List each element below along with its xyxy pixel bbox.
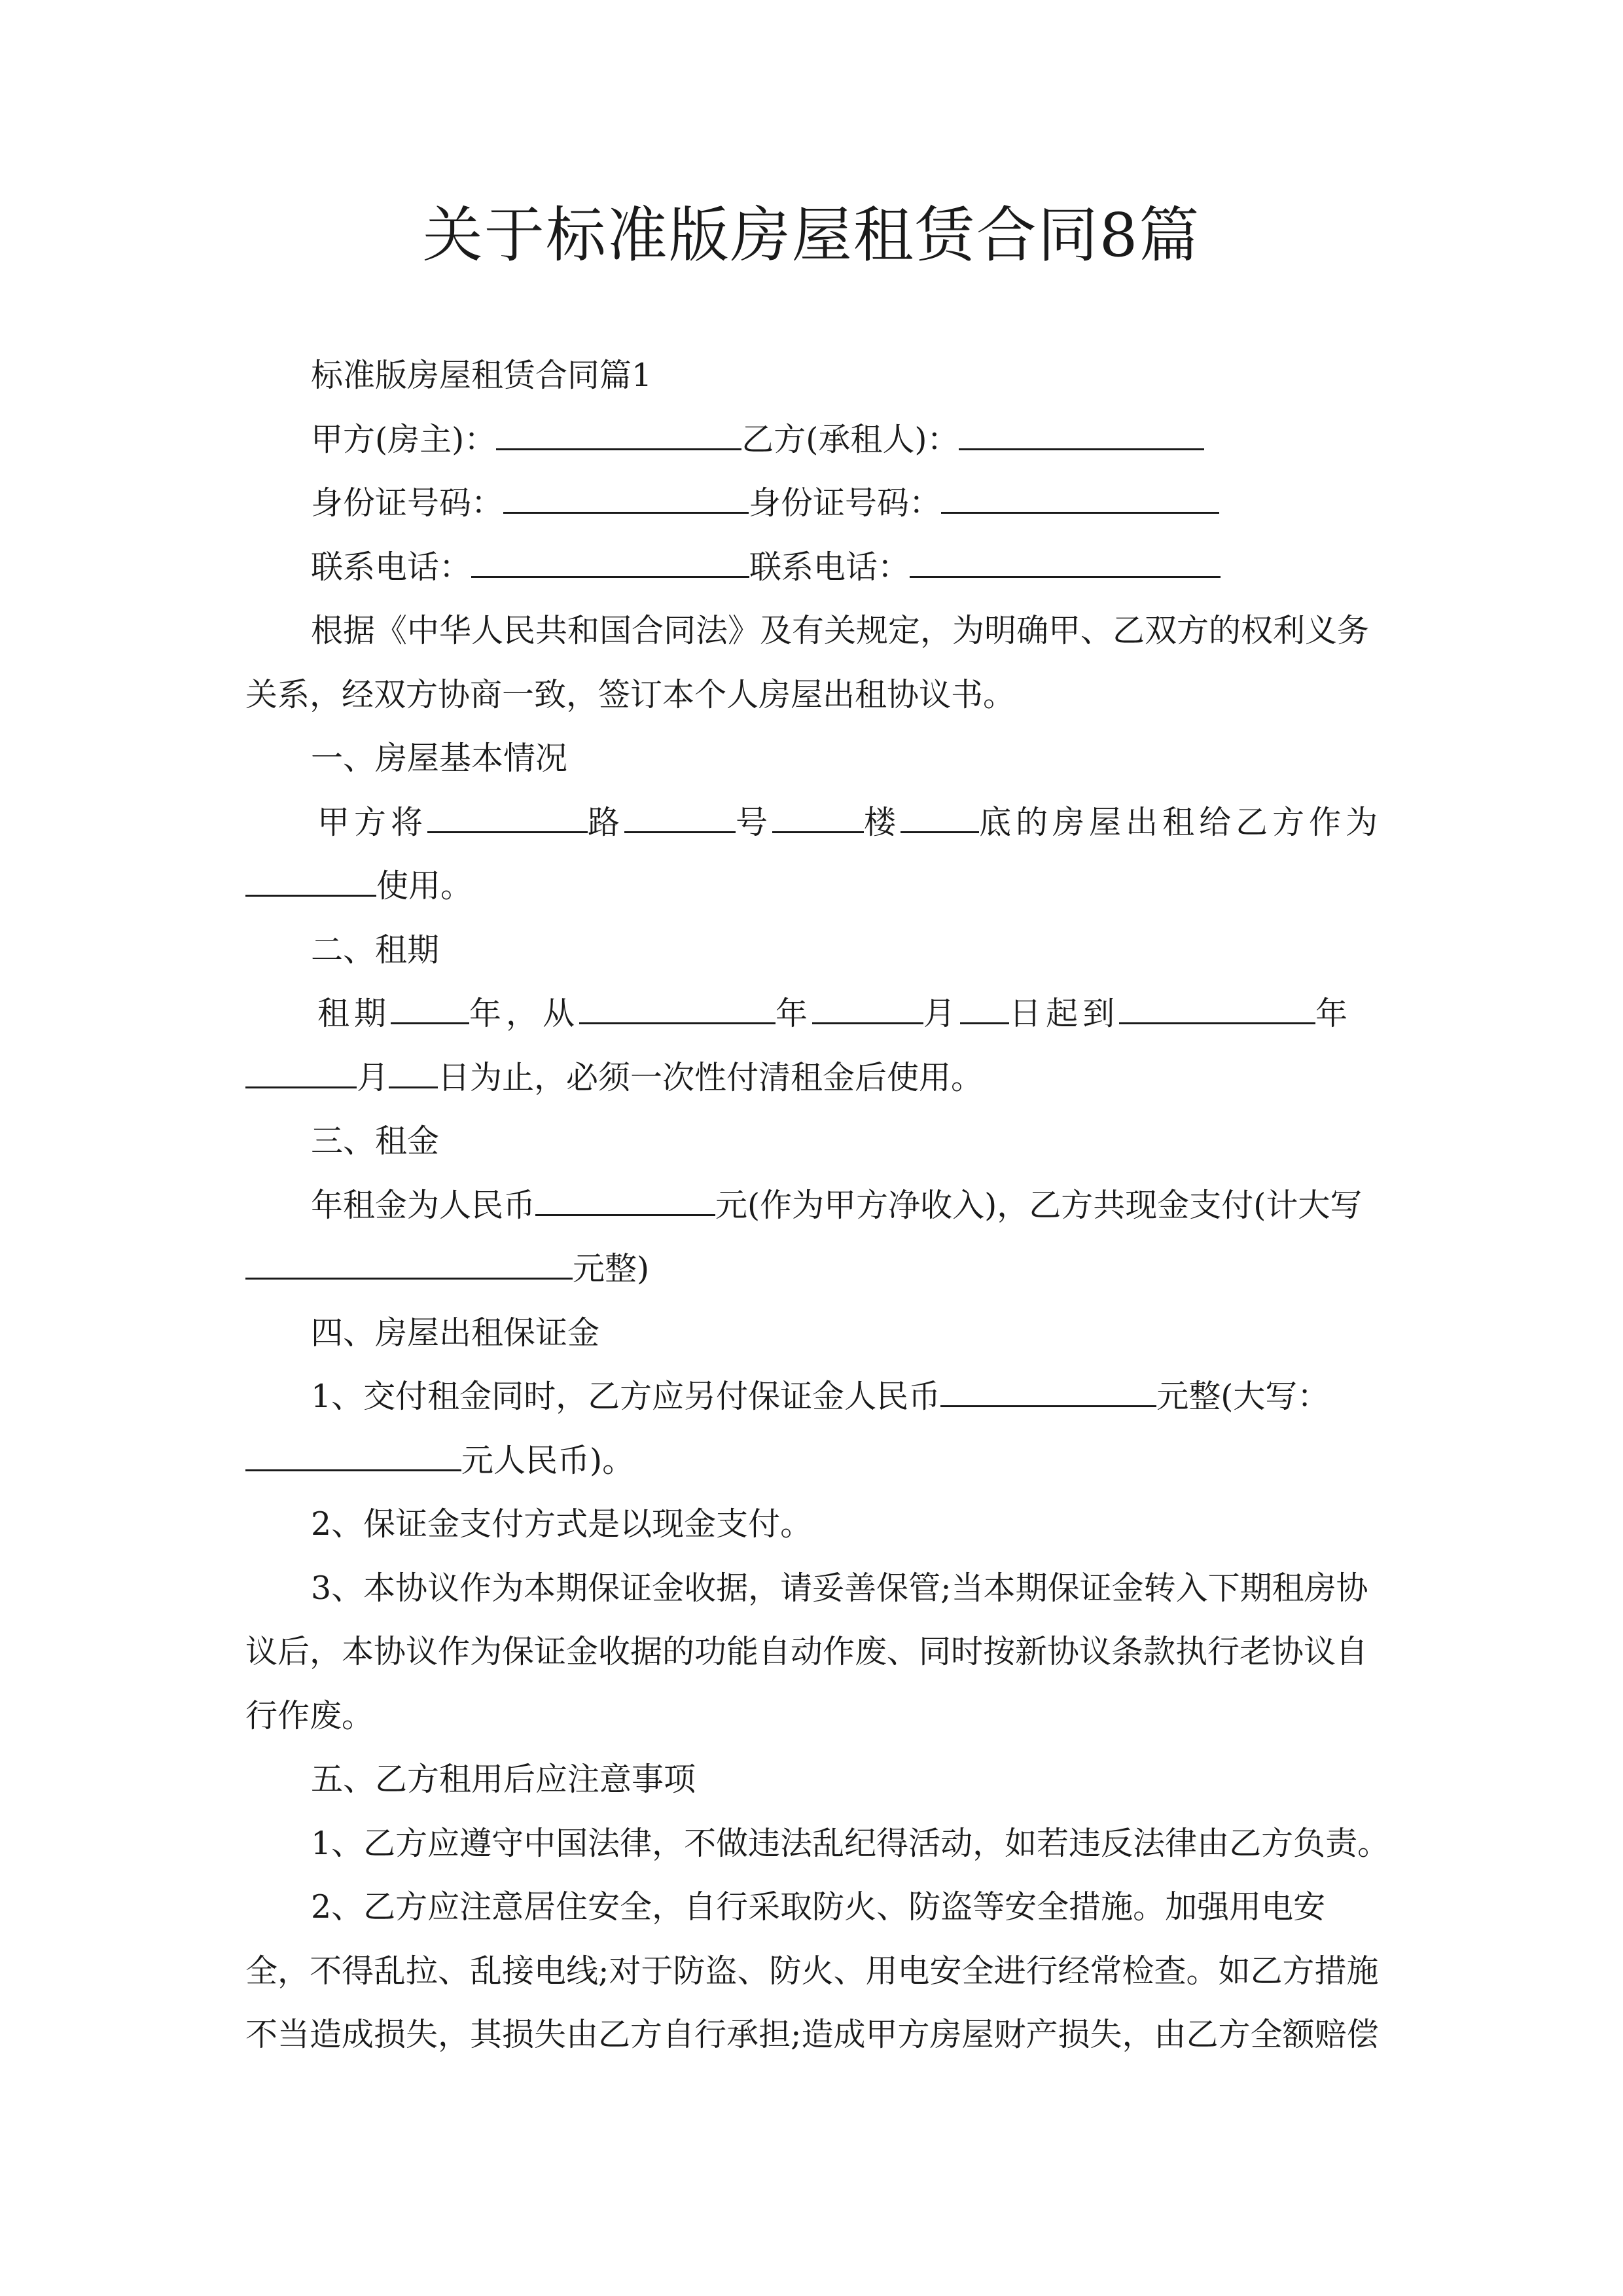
usage-blank xyxy=(245,866,376,897)
s4-text: 元整(大写： xyxy=(1156,1378,1330,1415)
phone-label-b: 联系电话： xyxy=(749,548,910,586)
id-b-blank xyxy=(941,483,1219,514)
end-day-blank xyxy=(389,1058,438,1088)
start-month-blank xyxy=(812,994,923,1024)
end-year-blank xyxy=(1119,994,1315,1024)
s1-line2 xyxy=(245,854,1384,918)
s3-text: 年租金为人民币 xyxy=(311,1186,536,1224)
deposit-amount-blank xyxy=(940,1376,1156,1407)
s2-line2 xyxy=(245,1046,1384,1110)
floor-blank xyxy=(901,802,979,833)
s4-text: 1、交付租金同时，乙方应另付保证金人民币 xyxy=(311,1378,941,1415)
s5-item1: 1、乙方应遵守中国法律，不做违法乱纪得活动，如若违反法律由乙方负责。 xyxy=(311,1824,1390,1862)
end-month-blank xyxy=(245,1058,357,1088)
s3-text: 元(作为甲方净收入)，乙方共现金支付(计大写 xyxy=(715,1186,1363,1224)
s1-line1 xyxy=(245,791,1384,855)
s2-text: 日为止，必须一次性付清租金后使用。 xyxy=(438,1058,984,1096)
section-heading: 标准版房屋租赁合同篇1 xyxy=(311,357,652,394)
s3-line1 xyxy=(245,1174,1384,1238)
s2-text: 年 xyxy=(1315,995,1353,1032)
intro-paragraph: 根据《中华人民共和国合同法》及有关规定，为明确甲、乙双方的权利义务关系，经双方协商一致，签订本个人房屋出租协议书。 xyxy=(245,612,1370,713)
party-a-label: 甲方(房主)： xyxy=(311,420,497,458)
s2-text: 年 xyxy=(776,995,813,1032)
s4-item1-line1 xyxy=(245,1365,1384,1429)
s3-line2 xyxy=(245,1237,1384,1301)
id-label-b: 身份证号码： xyxy=(749,484,942,522)
term-years-blank xyxy=(391,994,469,1024)
s1-text: 甲方将 xyxy=(317,803,428,841)
s2-text: 年，从 xyxy=(469,995,580,1032)
start-day-blank xyxy=(960,994,1009,1024)
s2-heading: 二、租期 xyxy=(311,931,440,969)
s4-text: 元人民币)。 xyxy=(461,1441,635,1479)
s1-heading: 一、房屋基本情况 xyxy=(311,740,568,777)
rent-capital-blank xyxy=(245,1249,573,1280)
s2-text: 月 xyxy=(357,1058,389,1096)
party-b-blank xyxy=(959,420,1204,450)
id-line xyxy=(245,471,1384,535)
party-a-blank xyxy=(496,420,741,450)
s4-item3: 3、本协议作为本期保证金收据，请妥善保管;当本期保证金转入下期租房协议后，本协议作为保证金收据的功能自动作废、同时按新协议条款执行老协议自行作废。 xyxy=(245,1569,1368,1734)
id-a-blank xyxy=(503,483,749,514)
s2-text: 租期 xyxy=(317,995,391,1032)
document-title: 关于标准版房屋租赁合同8篇 xyxy=(422,200,1201,270)
phone-b-blank xyxy=(910,547,1221,578)
s1-text: 路 xyxy=(588,803,625,841)
building-blank xyxy=(772,802,864,833)
id-label-a: 身份证号码： xyxy=(311,484,504,522)
deposit-capital-blank xyxy=(245,1441,461,1471)
rent-amount-blank xyxy=(535,1185,715,1216)
s2-text: 日起到 xyxy=(1009,995,1120,1032)
s4-item2: 2、保证金支付方式是以现金支付。 xyxy=(311,1505,813,1543)
phone-a-blank xyxy=(471,547,749,578)
s3-heading: 三、租金 xyxy=(311,1122,440,1160)
document-body xyxy=(245,344,1390,2067)
s1-text: 楼 xyxy=(864,803,901,841)
s2-text: 月 xyxy=(923,995,961,1032)
number-blank xyxy=(624,802,736,833)
phone-line xyxy=(245,535,1384,600)
s3-text: 元整) xyxy=(573,1250,650,1287)
s4-item1-line2 xyxy=(245,1429,1384,1493)
s1-text: 使用。 xyxy=(376,867,473,905)
s2-line1 xyxy=(245,982,1384,1046)
phone-label-a: 联系电话： xyxy=(311,548,472,586)
s1-text: 底的房屋出租给乙方作为 xyxy=(979,803,1383,841)
start-year-blank xyxy=(579,994,776,1024)
s4-heading: 四、房屋出租保证金 xyxy=(311,1314,600,1352)
road-blank xyxy=(427,802,588,833)
s1-text: 号 xyxy=(736,803,773,841)
s5-item2: 2、乙方应注意居住安全，自行采取防火、防盗等安全措施。加强用电安全，不得乱拉、乱接电线;对于防盗、防火、用电安全进行经常检查。如乙方措施不当造成损失，其损失由乙方自行承担;造成甲方房屋财产损失，由乙方全额赔偿 xyxy=(245,1888,1379,2053)
party-line xyxy=(245,408,1384,472)
s5-heading: 五、乙方租用后应注意事项 xyxy=(311,1761,696,1798)
party-b-label: 乙方(承租人)： xyxy=(741,420,959,458)
